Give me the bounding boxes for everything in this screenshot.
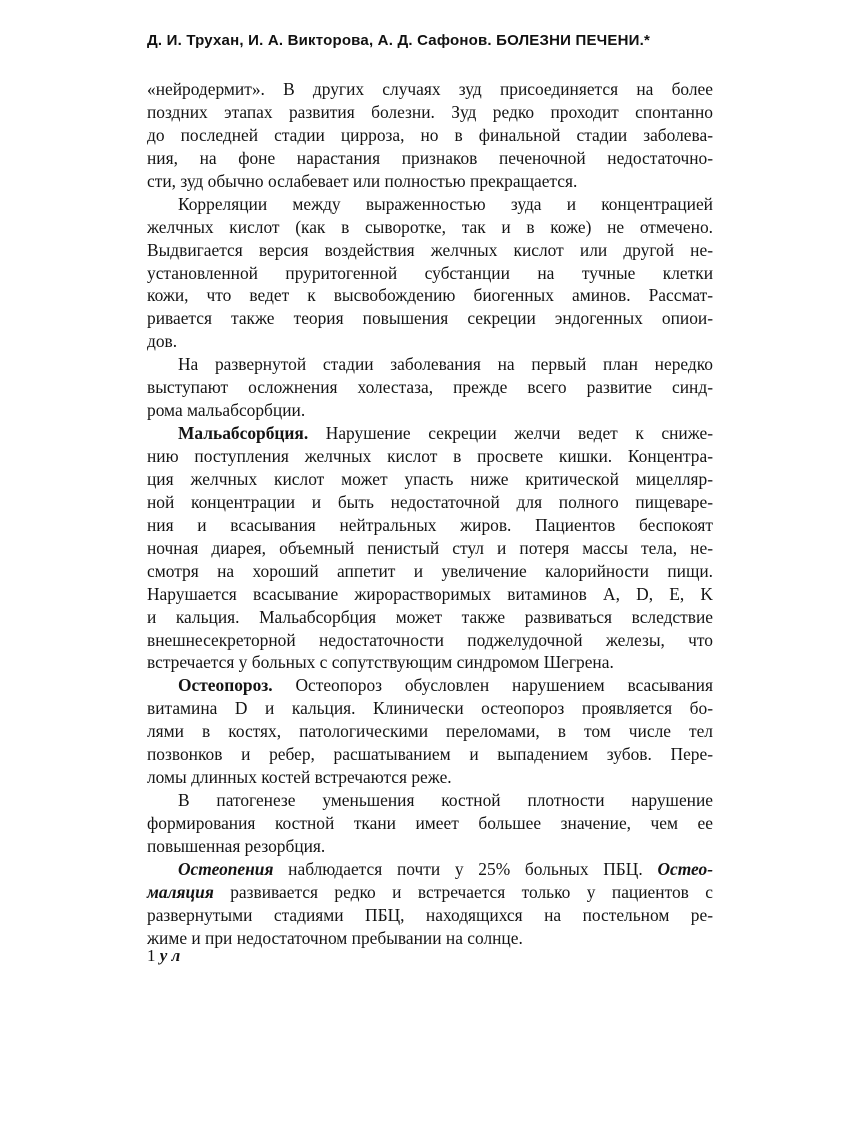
text-run: ния, на фоне нарастания признаков печеночной недостаточно- <box>147 147 713 168</box>
text-line <box>147 697 713 720</box>
paragraph-p4 <box>147 422 713 674</box>
text-line <box>147 101 713 124</box>
paragraph-p6 <box>147 789 713 858</box>
text-run: ния и всасывания нейтральных жиров. Пациентов беспокоят <box>147 514 713 535</box>
text-line <box>147 812 713 835</box>
text-line <box>147 262 713 285</box>
text-run: лями в костях, патологическими переломами, в том числе тел <box>147 721 713 742</box>
text-line <box>147 537 713 560</box>
text-run: На развернутой стадии заболевания на первый план нередко <box>178 354 713 375</box>
text-run: смотря на хороший аппетит и увеличение калорийности пищи. <box>147 560 713 581</box>
text-run: ломы длинных костей встречаются реже. <box>147 767 452 788</box>
text-line <box>147 789 713 812</box>
text-line <box>147 720 713 743</box>
text-run: встречается у больных с сопутствующим синдромом Шегрена. <box>147 652 614 673</box>
text-line <box>147 606 713 629</box>
text-run: ной концентрации и быть недостаточной для полного пищеваре- <box>147 491 713 512</box>
text-run: Нарушается всасывание жирорастворимых витаминов A, D, E, K <box>147 583 713 604</box>
text-run: желчных кислот (как в сыворотке, так и в коже) не отмечено. <box>147 216 713 237</box>
text-run: В патогенезе уменьшения костной плотности нарушение <box>178 790 713 811</box>
running-header: Д. И. Трухан, И. А. Викторова, А. Д. Сафонов. БОЛЕЗНИ ПЕЧЕНИ.* <box>147 32 651 49</box>
text-line <box>147 239 713 262</box>
text-run: развернутыми стадиями ПБЦ, находящихся на постельном ре- <box>147 904 713 925</box>
text-run: позвонков и ребер, расшатыванием и выпадением зубов. Пере- <box>147 744 713 765</box>
text-run: рома мальабсорбции. <box>147 400 306 421</box>
text-line <box>147 353 713 376</box>
text-run: сти, зуд обычно ослабевает или полностью прекращается. <box>147 170 578 191</box>
paragraph-p1 <box>147 78 713 193</box>
text-run: внешнесекреторной недостаточности поджелудочной железы, что <box>147 629 713 650</box>
text-run: развивается редко и встречается только у пациентов с <box>213 881 713 902</box>
text-line <box>147 307 713 330</box>
text-line <box>147 743 713 766</box>
text-run: повышенная резорбция. <box>147 835 326 856</box>
text-run: дов. <box>147 331 178 352</box>
text-line <box>147 583 713 606</box>
text-line <box>147 514 713 537</box>
text-run: наблюдается почти у 25% больных ПБЦ. <box>273 858 658 879</box>
text-line <box>147 124 713 147</box>
text-line <box>147 491 713 514</box>
run-in-heading: Мальабсорбция. <box>178 423 309 444</box>
text-line <box>147 858 713 881</box>
text-line <box>147 399 713 422</box>
text-line <box>147 284 713 307</box>
text-line <box>147 193 713 216</box>
text-line <box>147 927 713 950</box>
emphasized-term: маляция <box>147 881 214 902</box>
text-run: Нарушение секреции желчи ведет к сниже- <box>308 423 713 444</box>
text-run: поздних этапах развития болезни. Зуд редко проходит спонтанно <box>147 101 713 122</box>
text-run: и кальция. Мальабсорбция может также развиваться вследствие <box>147 606 713 627</box>
run-in-heading: Остеопороз. <box>178 675 273 696</box>
text-line <box>147 445 713 468</box>
text-run: нию поступления желчных кислот в просвете кишки. Концентра- <box>147 446 713 466</box>
text-run: выступают осложнения холестаза, прежде всего развитие синд- <box>147 377 713 398</box>
paragraph-p3 <box>147 353 713 422</box>
text-line <box>147 216 713 239</box>
text-line <box>147 651 713 674</box>
text-run: Выдвигается версия воздействия желчных кислот или другой не- <box>147 239 713 260</box>
text-run: ночная диарея, объемный пенистый стул и потеря массы тела, не- <box>147 537 713 558</box>
emphasized-term: Остео- <box>657 858 713 879</box>
paragraph-p2 <box>147 193 713 354</box>
text-run: установленной пруритогенной субстанции на тучные клетки <box>147 262 713 283</box>
paragraph-p7 <box>147 858 713 950</box>
page-number-letters: у л <box>155 946 181 965</box>
text-line <box>147 560 713 583</box>
page-number <box>147 946 180 966</box>
text-run: Остеопороз обусловлен нарушением всасывания <box>272 675 713 696</box>
text-run: Корреляции между выраженностью зуда и концентрацией <box>178 193 713 214</box>
text-run: «нейродермит». В других случаях зуд присоединяется на более <box>147 79 713 99</box>
text-run: витамина D и кальция. Клинически остеопороз проявляется бо- <box>147 698 713 719</box>
emphasized-term: Остеопения <box>178 858 274 879</box>
text-run: кожи, что ведет к высвобождению биогенных аминов. Рассмат- <box>147 285 713 306</box>
page-number-digit: 1 <box>147 946 156 965</box>
text-line <box>147 78 713 101</box>
text-run: жиме и при недостаточном пребывании на солнце. <box>147 927 523 948</box>
text-line <box>147 468 713 491</box>
text-line <box>147 376 713 399</box>
text-line <box>147 881 713 904</box>
text-line <box>147 766 713 789</box>
text-line <box>147 422 713 445</box>
text-line <box>147 330 713 353</box>
text-run: до последней стадии цирроза, но в финальной стадии заболева- <box>147 124 713 145</box>
body-text <box>147 78 713 950</box>
text-line <box>147 835 713 858</box>
text-run: ция желчных кислот может упасть ниже критической мицелляр- <box>147 468 713 489</box>
text-line <box>147 629 713 652</box>
paragraph-p5 <box>147 674 713 789</box>
text-line <box>147 147 713 170</box>
text-line <box>147 170 713 193</box>
text-line <box>147 674 713 697</box>
text-run: формирования костной ткани имеет большее значение, чем ее <box>147 813 713 833</box>
text-line <box>147 904 713 927</box>
text-run: ривается также теория повышения секреции эндогенных опиои- <box>147 308 713 329</box>
